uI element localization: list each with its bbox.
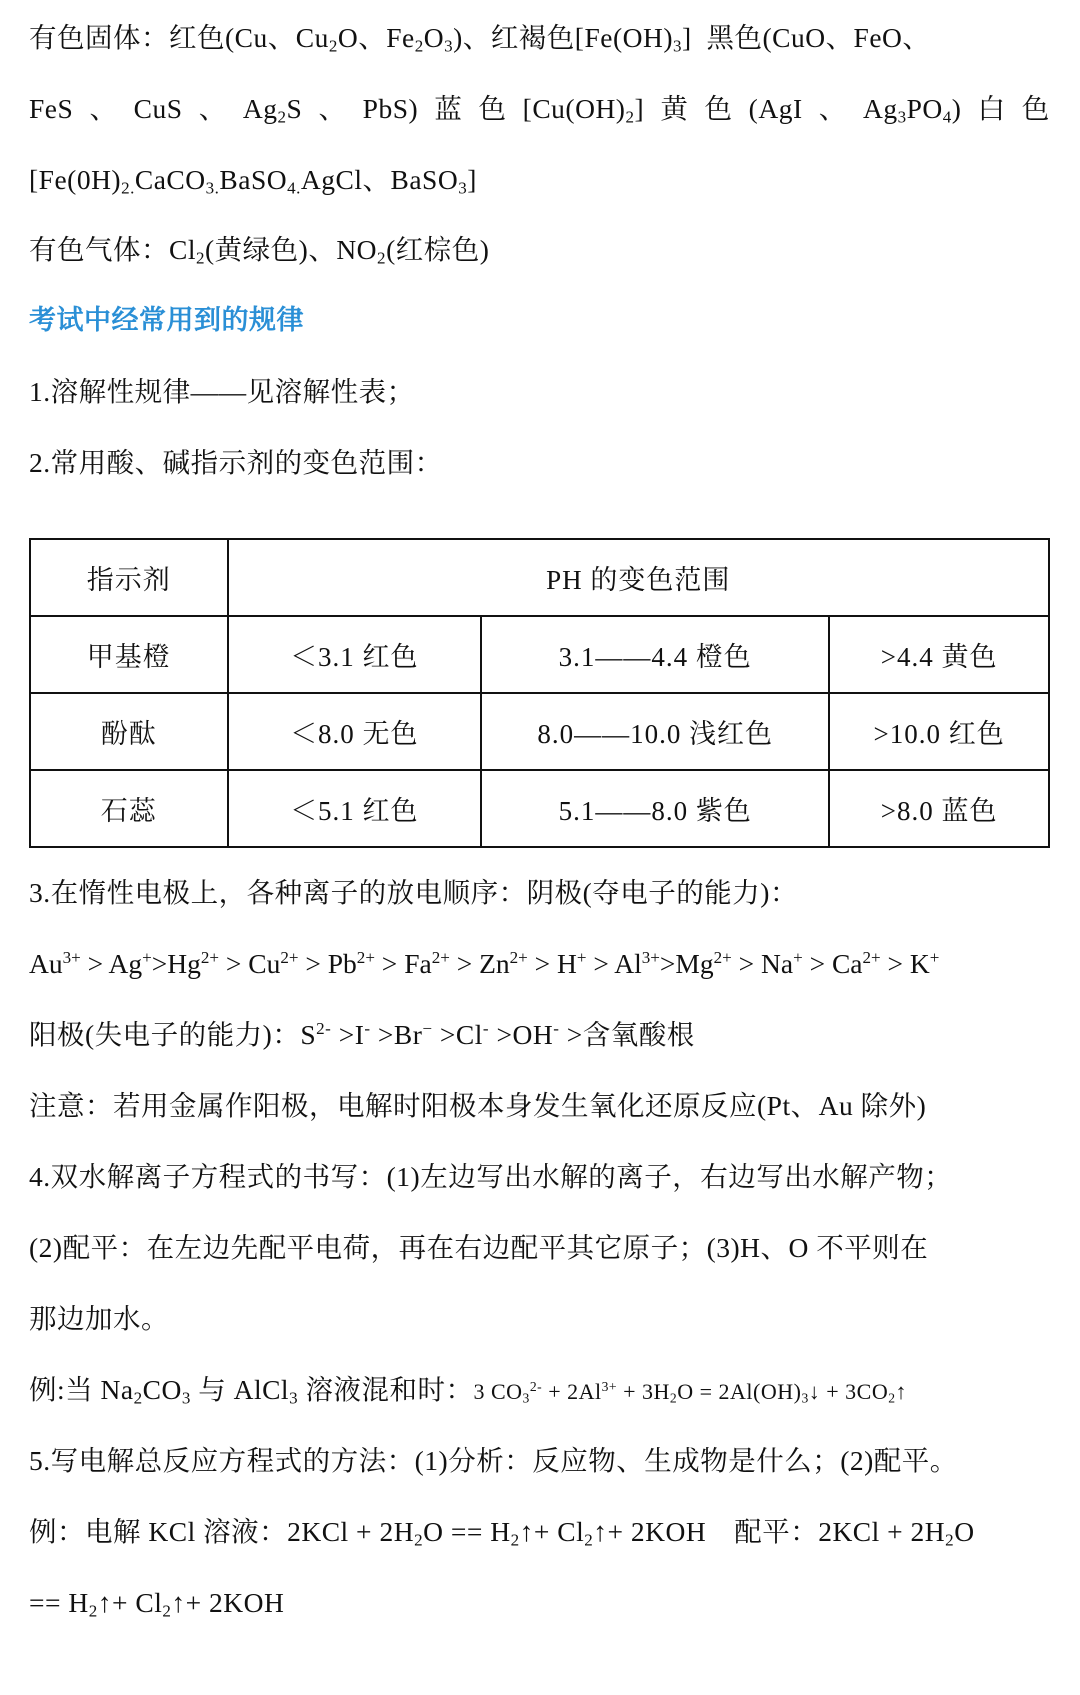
subscript: 2	[195, 248, 205, 268]
text-agi: (AgI	[748, 93, 803, 124]
rule-5: 5.写电解总反应方程式的方法：(1)分析：反应物、生成物是什么；(2)配平。	[29, 1445, 958, 1476]
text-part: ↑	[895, 1379, 908, 1404]
ion-charge: 3+	[62, 947, 81, 967]
table-header-row	[30, 539, 1049, 616]
ion-charge: +	[576, 947, 587, 967]
ion-symbol: >Cl	[432, 1019, 483, 1050]
subscript: 2	[414, 36, 424, 56]
text-yellow-1: 黄	[660, 93, 689, 124]
text-part: [Cu(OH)	[522, 93, 626, 124]
table-cell: >8.0 蓝色	[829, 770, 1049, 847]
subscript: 3	[444, 36, 454, 56]
text-part: 例：电解 KCl 溶液：2KCl + 2H	[29, 1516, 415, 1547]
subscript: 3	[181, 1388, 191, 1408]
text-part: (红棕色)	[386, 234, 490, 265]
ion-symbol: Al	[614, 948, 642, 979]
text-sep: 、	[818, 93, 847, 124]
text-white-1: 白	[977, 93, 1006, 124]
subscript: 3	[897, 107, 907, 127]
ion-symbol: K	[909, 948, 930, 979]
text-ag3po4	[862, 93, 962, 127]
text-part: (黄绿色)、NO	[205, 234, 378, 265]
colored-solids-line-2	[29, 93, 1050, 127]
ion-charge: 2-	[316, 1018, 332, 1038]
text-brown-2: ]	[682, 22, 692, 53]
subscript: 2	[277, 107, 287, 127]
table-cell: 石蕊	[30, 770, 228, 847]
subscript: 2	[88, 1601, 98, 1621]
table-cell: ＜8.0 无色	[228, 693, 481, 770]
ion-symbol: >Br	[370, 1019, 423, 1050]
ion-symbol: Ag	[108, 948, 143, 979]
text-part: O	[954, 1516, 975, 1547]
table-row	[30, 616, 1049, 693]
text-ag2s	[242, 93, 303, 127]
text-part: O = 2Al(OH)	[677, 1379, 802, 1404]
text-part: CO	[142, 1374, 182, 1405]
text-part: + 2Al	[542, 1379, 602, 1404]
text-sep: 、	[89, 93, 118, 124]
text-white-2: 色	[1021, 93, 1050, 124]
subscript: 2	[414, 1530, 424, 1550]
ion	[109, 948, 168, 979]
ion-charge: 2+	[356, 947, 375, 967]
ion	[675, 948, 754, 979]
anode-order	[29, 1018, 695, 1050]
text-blue-2: 色	[478, 93, 507, 124]
text-part: ]	[467, 164, 477, 195]
ion-symbol: Na	[761, 948, 794, 979]
text-part: 例:当 Na	[29, 1374, 134, 1405]
note-line: 注意：若用金属作阳极，电解时阳极本身发生氧化还原反应(Pt、Au 除外)	[29, 1090, 927, 1121]
order-separator: >	[374, 948, 398, 979]
ion-symbol: Mg	[675, 948, 714, 979]
ion-symbol: >OH	[489, 1019, 554, 1050]
rule-1: 1.溶解性规律——见溶解性表；	[29, 376, 415, 407]
text-part: 溶液混和时：	[298, 1374, 474, 1405]
text-part: ]	[634, 93, 645, 124]
subscript: 2	[625, 107, 635, 127]
cathode-order	[29, 947, 940, 979]
example-1	[29, 1374, 908, 1408]
table-cell: >10.0 红色	[829, 693, 1049, 770]
ion-symbol: >I	[331, 1019, 365, 1050]
table-row	[30, 693, 1049, 770]
order-separator: >	[527, 948, 551, 979]
colored-solids-line-1	[29, 22, 931, 56]
subscript: 2	[328, 36, 338, 56]
subscript: 4.	[287, 178, 301, 198]
text-part: S	[286, 93, 303, 124]
table-header-cell: PH 的变色范围	[228, 539, 1049, 616]
text-red-2: O、Fe	[337, 22, 415, 53]
table-cell: 酚酞	[30, 693, 228, 770]
table-cell: 5.1——8.0 紫色	[481, 770, 829, 847]
text-cuoh2	[522, 93, 645, 127]
example-2-continued	[29, 1587, 285, 1621]
ion	[479, 948, 550, 979]
text-part: ↓ + 3CO	[808, 1379, 889, 1404]
text-part: PO	[906, 93, 943, 124]
ion	[29, 948, 103, 979]
subscript: 2	[133, 1388, 143, 1408]
text-cus: CuS	[133, 93, 183, 124]
rule-4-line-1: 4.双水解离子方程式的书写：(1)左边写出水解的离子，右边写出水解产物；	[29, 1161, 953, 1192]
anode-label: 阳极(失电子的能力)：	[29, 1019, 301, 1050]
ion-symbol: Zn	[479, 948, 510, 979]
ion-charge: +	[142, 947, 152, 967]
table-row	[30, 770, 1049, 847]
ion-symbol: Ca	[831, 948, 863, 979]
ion	[832, 948, 903, 979]
section-heading: 考试中经常用到的规律	[29, 305, 304, 336]
text-brown: 红褐色[Fe(OH)	[490, 22, 674, 53]
text-part: ↑+ Cl	[519, 1516, 585, 1547]
table-cell: 8.0——10.0 浅红色	[481, 693, 829, 770]
order-separator: >	[151, 948, 168, 979]
ion-symbol: Fa	[404, 948, 432, 979]
text-part: ↑+ 2KOH	[171, 1587, 285, 1618]
ion-symbol: Hg	[167, 948, 201, 979]
ion-symbol: S	[300, 1019, 317, 1050]
table-cell: >4.4 黄色	[829, 616, 1049, 693]
text-part: Ag	[242, 93, 278, 124]
text-blue-1: 蓝	[434, 93, 463, 124]
ion-charge: +	[929, 947, 940, 967]
rule-3: 3.在惰性电极上，各种离子的放电顺序：阴极(夺电子的能力)：	[29, 877, 798, 908]
text-fes: FeS	[29, 93, 74, 124]
ion-symbol: Pb	[327, 948, 357, 979]
ion-charge: 2+	[862, 947, 881, 967]
colored-solids-label: 有色固体：	[29, 22, 169, 53]
ion-charge: 2+	[509, 947, 528, 967]
text-part: ↑+ Cl	[97, 1587, 163, 1618]
order-separator: >	[298, 948, 321, 979]
rule-4-line-3: 那边加水。	[29, 1303, 169, 1334]
subscript: 3	[289, 1388, 299, 1408]
text-black: 黑色(CuO、FeO、	[706, 22, 931, 53]
ion-symbol: Au	[29, 948, 63, 979]
subscript: 2	[510, 1530, 520, 1550]
subscript: 2	[888, 1390, 896, 1406]
ion-charge: -	[364, 1018, 371, 1038]
indicator-table	[29, 538, 1050, 848]
ion	[614, 948, 675, 979]
text-part: )	[951, 93, 962, 124]
text-part: 有色气体：Cl	[29, 234, 196, 265]
ion-charge: +	[793, 947, 803, 967]
text-yellow-2: 色	[704, 93, 733, 124]
subscript: 2	[162, 1601, 172, 1621]
order-separator: >	[449, 948, 473, 979]
subscript: 3	[801, 1390, 809, 1406]
text-part: AgCl、BaSO	[300, 164, 459, 195]
table-cell: ＜3.1 红色	[228, 616, 481, 693]
subscript: 2	[377, 248, 387, 268]
subscript: 2	[669, 1390, 678, 1406]
rule-2: 2.常用酸、碱指示剂的变色范围：	[29, 447, 443, 478]
subscript: 3	[522, 1390, 530, 1406]
colored-gases-line	[29, 234, 490, 268]
anode-end: >含氧酸根	[559, 1019, 695, 1050]
text-part: [Fe(0H)	[29, 164, 122, 195]
ion-charge: 2+	[713, 947, 732, 967]
table-header-cell: 指示剂	[30, 539, 228, 616]
order-separator: >	[586, 948, 609, 979]
order-separator: >	[80, 948, 104, 979]
ion-charge: -	[482, 1018, 490, 1038]
text-part: O == H	[423, 1516, 511, 1547]
text-part: == H	[29, 1587, 89, 1618]
subscript: 4	[942, 107, 952, 127]
text-red: 红色(Cu、Cu	[169, 22, 329, 53]
subscript: 3	[458, 178, 468, 198]
ion	[328, 948, 398, 979]
text-part: 与 AlCl	[190, 1374, 290, 1405]
colored-solids-line-3	[29, 164, 477, 198]
ion-symbol: H	[557, 948, 577, 979]
example-1-equation	[473, 1379, 907, 1404]
subscript: 3.	[205, 178, 220, 198]
text-part: ↑+ 2KOH 配平：2KCl + 2H	[593, 1516, 946, 1547]
text-sep: 、	[318, 93, 347, 124]
text-part: 3 CO	[473, 1379, 523, 1404]
order-separator: >	[219, 948, 242, 979]
table-cell: 甲基橙	[30, 616, 228, 693]
ion-charge: 3+	[641, 947, 660, 967]
text-red-4: )、	[453, 22, 491, 53]
ion-charge: 2+	[431, 947, 450, 967]
order-separator: >	[659, 948, 676, 979]
table-cell: ＜5.1 红色	[228, 770, 481, 847]
ion	[167, 948, 241, 979]
ion	[404, 948, 472, 979]
ion	[248, 948, 321, 979]
superscript: 2-	[529, 1378, 543, 1394]
rule-4-line-2: (2)配平：在左边先配平电荷，再在右边配平其它原子；(3)H、O 不平则在	[29, 1232, 929, 1263]
text-part: + 3H	[617, 1379, 670, 1404]
ion	[910, 948, 939, 979]
text-red-3: O	[423, 22, 445, 53]
table-cell: 3.1——4.4 橙色	[481, 616, 829, 693]
ion-charge: 2+	[200, 947, 219, 967]
ion-charge: 2+	[280, 947, 299, 967]
ion-charge: −	[422, 1018, 433, 1038]
order-separator: >	[880, 948, 904, 979]
text-part: Ag	[862, 93, 898, 124]
ion	[761, 948, 825, 979]
subscript: 3	[673, 36, 683, 56]
order-separator: >	[731, 948, 755, 979]
subscript: 2	[584, 1530, 594, 1550]
order-separator: >	[802, 948, 826, 979]
text-sep: 、	[198, 93, 227, 124]
text-part: BaSO	[219, 164, 288, 195]
subscript: 2	[945, 1530, 955, 1550]
text-pbs: PbS)	[362, 93, 419, 124]
ion	[557, 948, 609, 979]
subscript: 2.	[121, 178, 135, 198]
example-2	[29, 1516, 975, 1550]
text-part: CaCO	[134, 164, 206, 195]
superscript: 3+	[601, 1378, 618, 1394]
ion-charge: -	[553, 1018, 560, 1038]
ion-symbol: Cu	[248, 948, 281, 979]
